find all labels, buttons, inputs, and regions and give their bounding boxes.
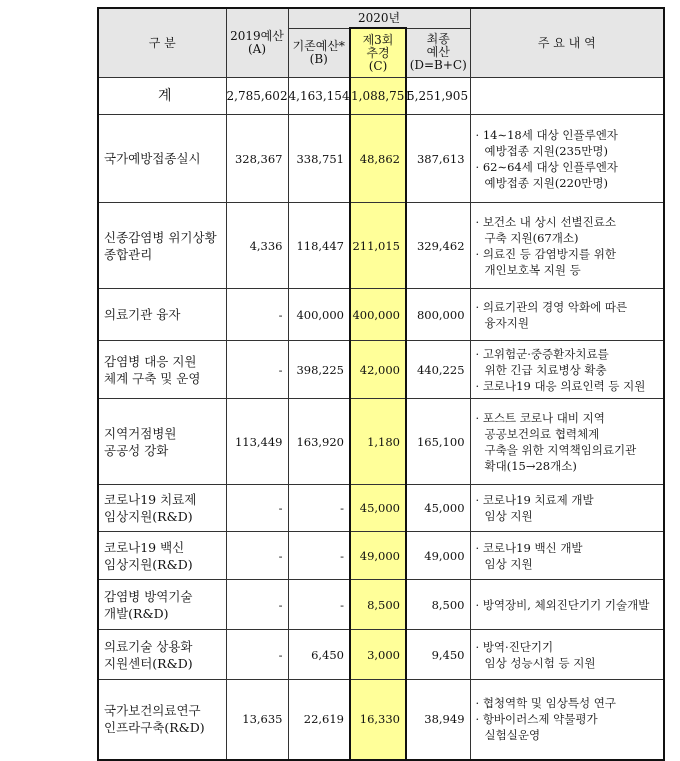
- row-notes: [470, 203, 664, 289]
- row-label: [98, 680, 226, 760]
- table-row: [98, 680, 664, 760]
- row-notes: [470, 630, 664, 680]
- note-continuation: 예방접종 지원(220만명): [484, 175, 608, 190]
- cell-d: 9,450: [406, 630, 470, 680]
- total-b: 4,163,154: [288, 78, 350, 115]
- cell-b: -: [288, 532, 350, 580]
- cell-b: 163,920: [288, 399, 350, 485]
- note-continuation: 위한 긴급 치료병상 확충: [484, 362, 607, 377]
- row-label-line: 종합관리: [104, 246, 153, 262]
- row-notes: [470, 115, 664, 203]
- table-row: [98, 203, 664, 289]
- note-item: · 포스트 코로나 대비 지역: [475, 410, 605, 425]
- row-label-line: 공공성 강화: [104, 442, 169, 458]
- header-existing-budget: 기존예산* (B): [288, 28, 350, 78]
- row-label-line: 국가보건의료연구: [104, 703, 201, 719]
- row-notes: [470, 580, 664, 630]
- cell-b: -: [288, 580, 350, 630]
- row-label: [98, 341, 226, 399]
- note-item: · 협청역학 및 임상특성 연구: [475, 696, 616, 711]
- header-2020: 2020년: [288, 8, 470, 28]
- header-details: 주 요 내 역: [470, 8, 664, 78]
- total-notes: [470, 78, 664, 115]
- header-category: 구 분: [98, 8, 226, 78]
- row-label: [98, 630, 226, 680]
- cell-a: 13,635: [226, 680, 288, 760]
- cell-a: 113,449: [226, 399, 288, 485]
- total-row: [98, 78, 664, 115]
- note-continuation: 구축을 위한 지역책임의료기관: [484, 442, 637, 457]
- cell-a: -: [226, 289, 288, 341]
- total-d: 5,251,905: [406, 78, 470, 115]
- note-continuation: 예방접종 지원(235만명): [484, 143, 608, 158]
- row-notes: [470, 485, 664, 532]
- note-continuation: 공공보건의료 협력체계: [484, 426, 600, 441]
- cell-c: 1,180: [350, 399, 406, 485]
- cell-d: 800,000: [406, 289, 470, 341]
- header-2019-budget: 2019예산 (A): [226, 8, 288, 78]
- cell-c: 3,000: [350, 630, 406, 680]
- note-continuation: 구축 지원(67개소): [484, 230, 579, 245]
- row-notes: [470, 399, 664, 485]
- table-row: [98, 341, 664, 399]
- row-label: [98, 485, 226, 532]
- cell-c: 16,330: [350, 680, 406, 760]
- note-item: · 항바이러스제 약물평가: [475, 712, 598, 727]
- note-item: · 보건소 내 상시 선별진료소: [475, 214, 616, 229]
- cell-a: -: [226, 580, 288, 630]
- total-c: 1,088,751: [350, 78, 406, 115]
- cell-a: -: [226, 532, 288, 580]
- row-label-line: 지원센터(R&D): [104, 655, 193, 671]
- cell-a: -: [226, 341, 288, 399]
- row-label: [98, 580, 226, 630]
- cell-c: 400,000: [350, 289, 406, 341]
- note-continuation: 임상 지원: [484, 509, 533, 523]
- row-label-line: 국가예방접종실시: [104, 151, 201, 166]
- table-row: [98, 630, 664, 680]
- row-label-line: 지역거점병원: [104, 425, 177, 441]
- table-row: [98, 289, 664, 341]
- row-label: [98, 532, 226, 580]
- note-continuation: 실험실운영: [484, 728, 541, 743]
- note-item: · 방역·진단기기: [475, 639, 554, 654]
- cell-d: 387,613: [406, 115, 470, 203]
- table-row: [98, 580, 664, 630]
- cell-d: 440,225: [406, 341, 470, 399]
- row-label-line: 신종감염병 위기상황: [104, 229, 217, 245]
- total-a: 2,785,602: [226, 78, 288, 115]
- note-continuation: 개인보호복 지원 등: [484, 262, 581, 277]
- cell-a: -: [226, 630, 288, 680]
- cell-d: 329,462: [406, 203, 470, 289]
- table-row: [98, 485, 664, 532]
- table-row: [98, 532, 664, 580]
- cell-c: 8,500: [350, 580, 406, 630]
- cell-d: 49,000: [406, 532, 470, 580]
- row-label-line: 의료기관 융자: [104, 307, 181, 322]
- note-continuation: 임상 성능시험 등 지원: [484, 655, 596, 670]
- row-label: [98, 399, 226, 485]
- cell-a: 4,336: [226, 203, 288, 289]
- row-notes: [470, 680, 664, 760]
- cell-d: 165,100: [406, 399, 470, 485]
- cell-b: -: [288, 485, 350, 532]
- budget-table: [97, 7, 665, 761]
- row-notes: [470, 341, 664, 399]
- cell-b: 400,000: [288, 289, 350, 341]
- cell-c: 45,000: [350, 485, 406, 532]
- row-label: [98, 203, 226, 289]
- cell-a: 328,367: [226, 115, 288, 203]
- cell-d: 8,500: [406, 580, 470, 630]
- cell-b: 22,619: [288, 680, 350, 760]
- cell-b: 338,751: [288, 115, 350, 203]
- row-label-line: 개발(R&D): [104, 605, 169, 621]
- row-label-line: 의료기술 상용화: [104, 638, 193, 654]
- row-label-line: 코로나19 백신: [104, 539, 185, 555]
- note-item: · 14∼18세 대상 인플루엔자: [475, 127, 618, 142]
- row-label-line: 체계 구축 및 운영: [104, 370, 201, 386]
- table-row: [98, 115, 664, 203]
- cell-d: 38,949: [406, 680, 470, 760]
- note-item: · 코로나19 치료제 개발: [475, 493, 594, 507]
- header-supplementary: 제3회 추경 (C): [350, 28, 406, 78]
- cell-b: 118,447: [288, 203, 350, 289]
- row-label-line: 임상지원(R&D): [104, 509, 193, 524]
- row-label-line: 임상지원(R&D): [104, 556, 193, 572]
- header-final-budget: 최종 예산 (D=B+C): [406, 28, 470, 78]
- table-row: [98, 399, 664, 485]
- row-label: [98, 289, 226, 341]
- note-item: · 의료진 등 감염방지를 위한: [475, 246, 616, 261]
- total-label: 계: [98, 78, 226, 115]
- cell-c: 42,000: [350, 341, 406, 399]
- row-notes: [470, 532, 664, 580]
- cell-c: 211,015: [350, 203, 406, 289]
- row-label-line: 감염병 대응 지원: [104, 353, 197, 369]
- row-label-line: 감염병 방역기술: [104, 588, 193, 604]
- note-continuation: 확대(15→28개소): [484, 458, 577, 473]
- note-continuation: 융자지원: [484, 315, 529, 330]
- cell-b: 398,225: [288, 341, 350, 399]
- note-item: · 코로나19 대응 의료인력 등 지원: [475, 378, 646, 393]
- note-item: · 고위험군·중증환자치료를: [475, 346, 609, 361]
- cell-c: 48,862: [350, 115, 406, 203]
- cell-d: 45,000: [406, 485, 470, 532]
- note-item: · 62∼64세 대상 인플루엔자: [475, 159, 618, 174]
- cell-c: 49,000: [350, 532, 406, 580]
- note-item: · 코로나19 백신 개발: [475, 540, 583, 555]
- row-label: [98, 115, 226, 203]
- row-notes: [470, 289, 664, 341]
- note-item: · 방역장비, 체외진단기기 기술개발: [475, 597, 650, 612]
- row-label-line: 인프라구축(R&D): [104, 720, 205, 736]
- cell-b: 6,450: [288, 630, 350, 680]
- row-label-line: 코로나19 치료제: [104, 492, 197, 507]
- note-continuation: 임상 지원: [484, 556, 533, 571]
- note-item: · 의료기관의 경영 악화에 따른: [475, 299, 628, 314]
- cell-a: -: [226, 485, 288, 532]
